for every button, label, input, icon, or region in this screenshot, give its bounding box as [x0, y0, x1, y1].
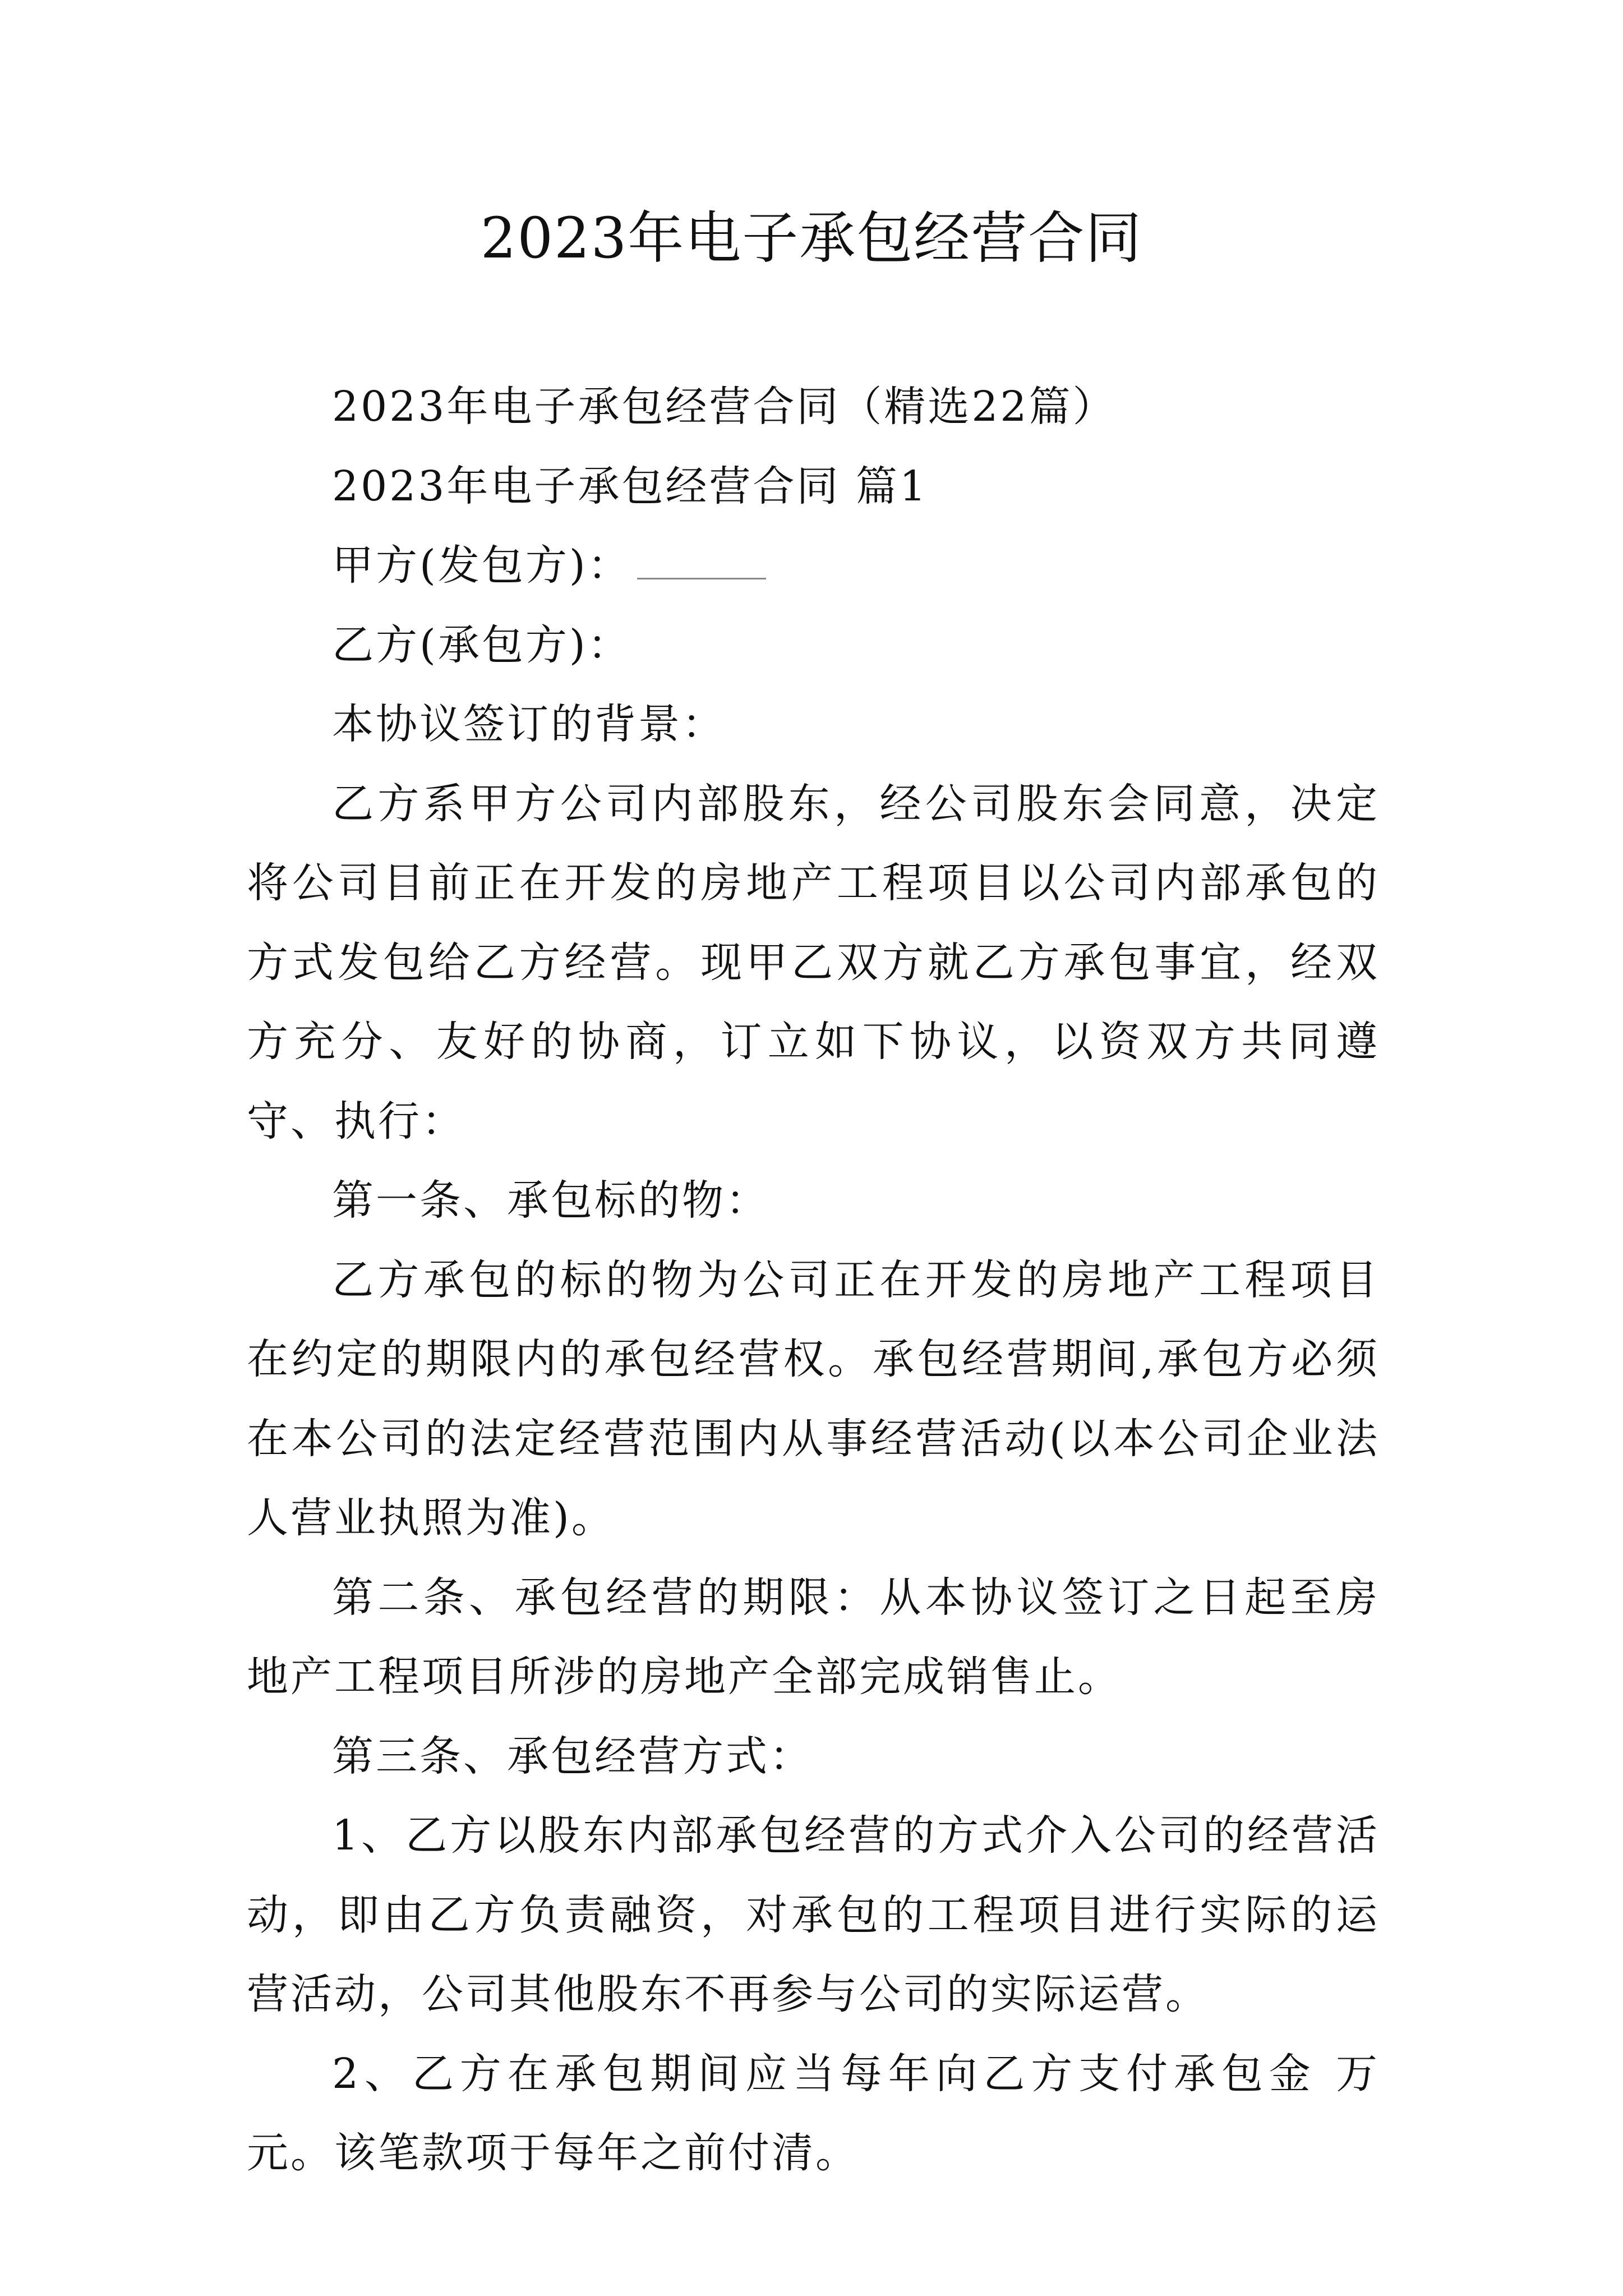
paragraph-article-1-heading: 第一条、承包标的物：	[332, 1176, 769, 1225]
paragraph-background: 乙方系甲方公司内部股东，经公司股东会同意，决定将公司目前正在开发的房地产工程项目以公司内部承包的方式发包给乙方经营。现甲乙双方就乙方承包事宜，经双方充分、友好的协商，订立如下协议，以资双方共同遵守、执行：	[247, 779, 1380, 1145]
paragraph-subtitle: 2023年电子承包经营合同（精选22篇）	[332, 383, 1117, 431]
paragraph-article-1: 乙方承包的标的物为公司正在开发的房地产工程项目在约定的期限内的承包经营权。承包经营期间,承包方必须在本公司的法定经营范围内从事经营活动(以本公司企业法人营业执照为准)。	[247, 1255, 1380, 1542]
paragraph-party-a	[247, 526, 1380, 606]
document-title: 2023年电子承包经营合同	[480, 205, 1143, 271]
paragraph-article-3-heading: 第三条、承包经营方式：	[332, 1732, 813, 1780]
paragraph-party-b: 乙方(承包方)：	[332, 620, 631, 669]
paragraph-background-heading: 本协议签订的背景：	[332, 700, 726, 748]
paragraph-section-heading: 2023年电子承包经营合同 篇1	[332, 462, 928, 510]
paragraph-article-2: 第二条、承包经营的期限：从本协议签订之日起至房地产工程项目所涉的房地产全部完成销售止。	[247, 1573, 1380, 1701]
paragraph-article-3-item-1: 1、乙方以股东内部承包经营的方式介入公司的经营活动，即由乙方负责融资，对承包的工程项目进行实际的运营活动，公司其他股东不再参与公司的实际运营。	[247, 1811, 1380, 2018]
party-a-label: 甲方(发包方)：	[332, 541, 631, 590]
document-body	[247, 367, 1380, 2193]
party-a-blank	[637, 545, 766, 579]
paragraph-article-3-item-2: 2、乙方在承包期间应当每年向乙方支付承包金 万元。该笔款项于每年之前付清。	[247, 2049, 1380, 2177]
